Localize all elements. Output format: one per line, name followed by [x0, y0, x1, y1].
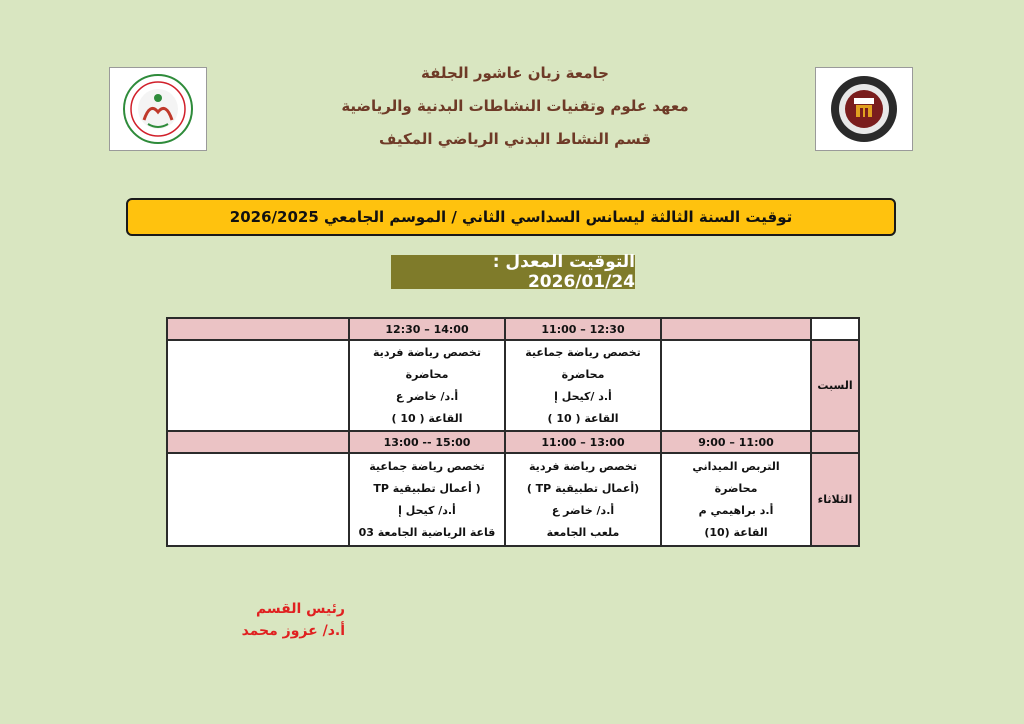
- course-name: تخصص رياضة فردية: [529, 459, 637, 473]
- signature-role: رئيس القسم: [255, 601, 345, 617]
- time-slot-4: [167, 431, 349, 453]
- session-type: محاضرة: [561, 367, 605, 381]
- time-slot-1: 11:00 – 9:00: [661, 431, 811, 453]
- room: القاعة (10): [704, 525, 768, 539]
- time-slot-3: 15:00 -- 13:00: [349, 431, 505, 453]
- time-slot-1: [661, 318, 811, 340]
- time-slot-4: [167, 318, 349, 340]
- room: قاعة الرياضية الجامعة 03: [358, 525, 496, 539]
- instructor: أ.د /كيحل إ: [554, 389, 612, 403]
- course-name: تخصص رياضة جماعية: [525, 345, 641, 359]
- course-name: تخصص رياضة فردية: [373, 345, 481, 359]
- time-slot-2: 13:00 – 11:00: [505, 431, 661, 453]
- course-name: تخصص رياضة جماعية: [369, 459, 485, 473]
- day-label: السبت: [811, 340, 859, 431]
- time-header-row-2: [167, 431, 859, 453]
- instructor: أ.د/ خاضر ع: [395, 389, 459, 403]
- signature-block: [225, 598, 345, 642]
- room: ملعب الجامعة: [546, 525, 620, 539]
- class-cell: [505, 340, 661, 431]
- class-cell: [661, 453, 811, 546]
- schedule-table: [166, 317, 860, 547]
- class-cell: [661, 340, 811, 431]
- institute-emblem-icon: [110, 68, 206, 150]
- class-cell: [349, 340, 505, 431]
- header-university: جامعة زيان عاشور الجلفة: [421, 64, 609, 82]
- course-name: التربص الميداني: [692, 459, 780, 473]
- room: القاعة ( 10 ): [547, 411, 619, 425]
- day-label: الثلاثاء: [811, 453, 859, 546]
- table-row-tuesday: [167, 453, 859, 546]
- session-type: محاضرة: [405, 367, 449, 381]
- class-cell: [167, 340, 349, 431]
- updated-date: التوقيت المعدل : 2026/01/24: [492, 252, 635, 292]
- class-cell: [349, 453, 505, 546]
- header-institute: معهد علوم وتقنيات النشاطات البدنية والرياضية: [341, 97, 689, 115]
- class-cell: [167, 453, 349, 546]
- session-type: ( أعمال تطبيقية TP: [373, 481, 481, 495]
- updated-date-banner: [391, 252, 635, 292]
- table-row-saturday: [167, 340, 859, 431]
- session-type: محاضرة: [714, 481, 758, 495]
- room: القاعة ( 10 ): [391, 411, 463, 425]
- class-cell: [505, 453, 661, 546]
- table-corner-cell: [811, 318, 859, 340]
- university-emblem-icon: [816, 68, 912, 150]
- schedule-title-banner: [126, 198, 896, 236]
- session-type: (أعمال تطبيقية TP ): [526, 481, 640, 495]
- institute-logo: [109, 67, 207, 151]
- table-corner-cell: [811, 431, 859, 453]
- instructor: أ.د/ خاضر ع: [551, 503, 615, 517]
- instructor: أ.د براهيمي م: [698, 503, 774, 517]
- time-slot-3: 14:00 – 12:30: [349, 318, 505, 340]
- university-logo: [815, 67, 913, 151]
- signature-name: أ.د/ عزوز محمد: [241, 623, 345, 639]
- header-department: قسم النشاط البدني الرياضي المكيف: [378, 130, 652, 148]
- time-header-row-1: [167, 318, 859, 340]
- time-slot-2: 12:30 – 11:00: [505, 318, 661, 340]
- instructor: أ.د/ كيحل إ: [398, 503, 456, 517]
- schedule-title: توقيت السنة الثالثة ليسانس السداسي الثاني / الموسم الجامعي 2026/2025: [229, 208, 793, 226]
